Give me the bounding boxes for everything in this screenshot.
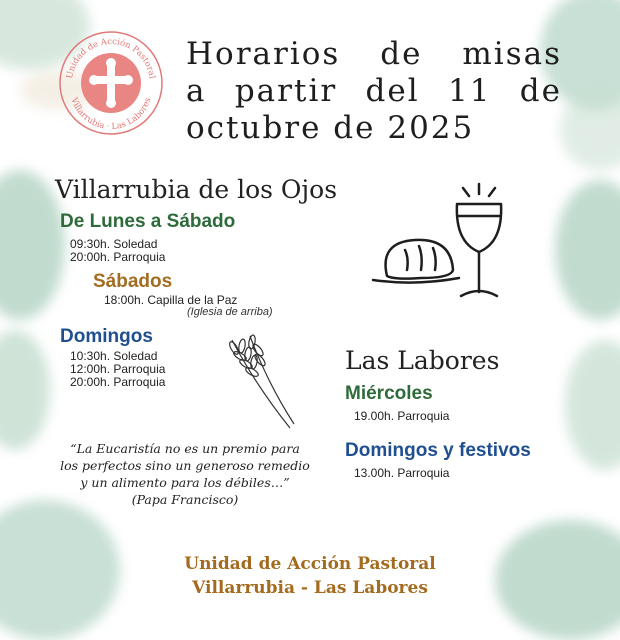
title-line-2: a partir del 11 de (186, 73, 562, 109)
quote-author: (Papa Francisco) (131, 492, 239, 507)
schedule-item: 10:30h. Soledad (70, 349, 158, 363)
quote-line-2: los perfectos sino un generoso remedio (60, 458, 310, 473)
labores-heading: Las Labores (345, 346, 500, 375)
schedule-item: 12:00h. Parroquia (70, 362, 166, 376)
footer (140, 552, 480, 600)
schedule-item: 20:00h. Parroquia (70, 375, 166, 389)
sundays-times (70, 350, 165, 389)
page-title (186, 36, 562, 147)
wheat-icon (212, 332, 302, 432)
saturdays-note: (Iglesia de arriba) (187, 306, 273, 318)
logo-ring-text-top: Unidad de Acción Pastoral (65, 36, 157, 80)
quote-line-3: y un alimento para los débiles…” (80, 475, 290, 490)
footer-line-1: Unidad de Acción Pastoral (184, 554, 436, 574)
quote (40, 440, 330, 508)
title-line-1: Horarios de misas (186, 36, 562, 72)
wednesday-time: 19.00h. Parroquia (354, 409, 450, 423)
saturdays-heading: Sábados (93, 271, 173, 292)
logo-ring-text-bottom: Villarrubia · Las Labores (68, 96, 154, 133)
wednesday-heading: Miércoles (345, 383, 433, 404)
quote-line-1: “La Eucaristía no es un premio para (70, 441, 300, 456)
title-line-3: octubre de 2025 (186, 110, 475, 146)
logo (58, 30, 164, 136)
weekdays-times (70, 238, 165, 264)
schedule-item: 20:00h. Parroquia (70, 250, 166, 264)
bread-and-chalice-icon (365, 180, 535, 310)
footer-line-2: Villarrubia - Las Labores (192, 578, 428, 598)
saturdays-time: 18:00h. Capilla de la Paz (104, 293, 238, 307)
villarrubia-heading: Villarrubia de los Ojos (55, 175, 338, 204)
labores-sundays-time: 13.00h. Parroquia (354, 466, 450, 480)
weekdays-heading: De Lunes a Sábado (60, 211, 236, 232)
labores-sundays-heading: Domingos y festivos (345, 440, 531, 461)
schedule-item: 09:30h. Soledad (70, 237, 158, 251)
sundays-heading: Domingos (60, 326, 153, 347)
